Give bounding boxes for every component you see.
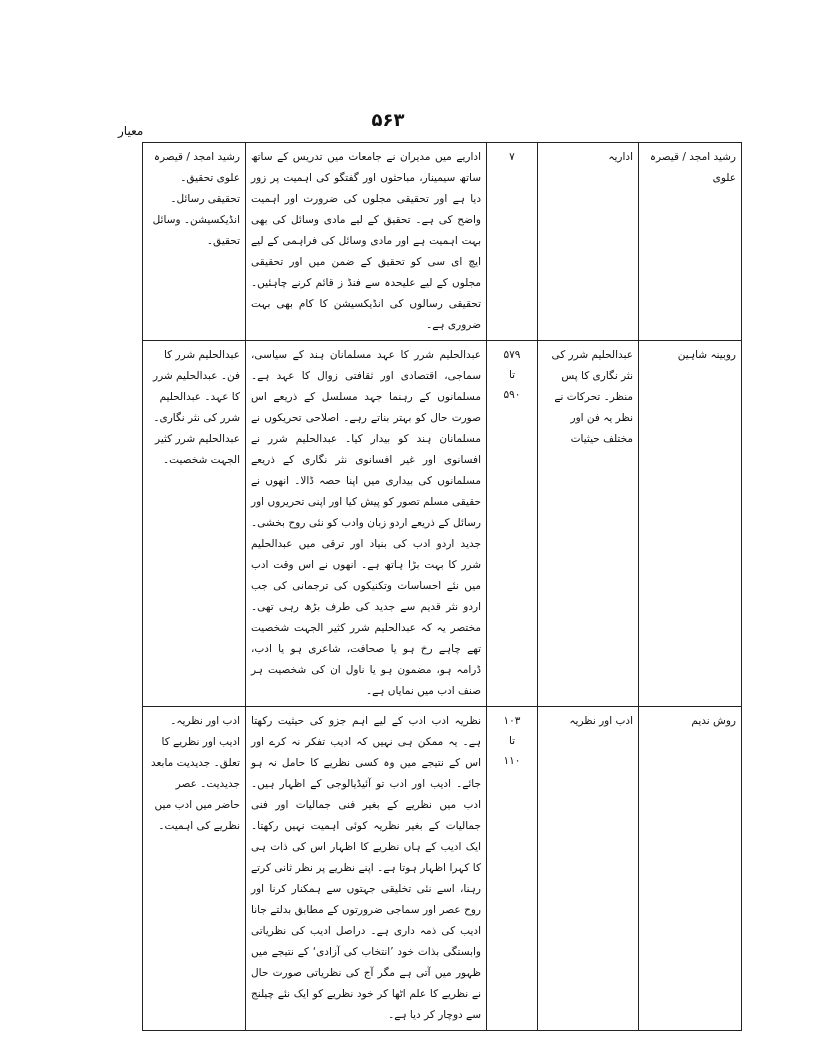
table-row: [143, 707, 742, 1031]
journal-name: معیار: [118, 124, 144, 138]
page-number: ۵۶۳: [371, 110, 405, 131]
title-cell: ادب اور نظریہ: [538, 707, 639, 1031]
title-cell: اداریہ: [538, 143, 639, 341]
summary-cell: اداریے میں مدیران نے جامعات میں تدریس کے ساتھ ساتھ سیمینار، مباحثوں اور گفتگو کی اہمیت پر زور دیا ہے اور تحقیقی مجلوں کی ضرورت اور اہمیت واضح کی ہے۔ تحقیق کے لیے مادی وسائل کی بھی بہت اہمیت ہے اور مادی وسائل کی فراہمی کے لیے ایچ ای سی کو تحقیق کے ضمن میں اور تحقیقی مجلوں کے لیے علیحدہ سے فنڈ ز قائم کرنے چاہئیں۔ تحقیقی رسالوں کی انڈیکسیشن کا کام بھی بہت ضروری ہے۔: [246, 143, 487, 341]
page-from: ۱۰۳: [503, 715, 521, 727]
article-index-table: [142, 142, 742, 1031]
summary-cell: عبدالحلیم شرر کا عہد مسلمانان ہند کے سیاسی، سماجی، اقتصادی اور ثقافتی زوال کا عہد ہے۔ مسلمانوں کے رہنما جہد مسلسل کے ذریعے اس صورت حال کو بہتر بناتے رہے۔ اصلاحی تحریکوں نے مسلمانان ہند کو بیدار کیا۔ عبدالحلیم شرر نے افسانوی اور غیر افسانوی نثر نگاری کے ذریعے مسلمانوں کی بیداری میں اپنا حصہ ڈالا۔ انھوں نے حقیقی مسلم تصور کو پیش کیا اور اپنی تحریروں اور رسائل کے ذریعے اردو زبان وادب کو نئی روح بخشی۔ جدید اردو ادب کی بنیاد اور ترقی میں عبدالحلیم شرر کا بہت بڑا ہاتھ ہے۔ انھوں نے اس وقت ادب میں نئے احساسات وتکنیکوں کی ترجمانی کی جب اردو نثر قدیم سے جدید کی طرف بڑھ رہی تھی۔ مختصر یہ کہ عبدالحلیم شرر کثیر الجہت شخصیت تھے چاہے رخ ہو یا صحافت، شاعری ہو یا ادب، ڈرامہ ہو، مضمون ہو یا ناول ان کی شخصیت ہر صنف ادب میں نمایاں ہے۔: [246, 341, 487, 707]
keywords-cell: رشید امجد / قیصرہ علوی تحقیق۔ تحقیقی رسائل۔ انڈیکسیشن۔ وسائل تحقیق۔: [143, 143, 246, 341]
author-cell: رشید امجد / قیصرہ علوی: [639, 143, 742, 341]
title-cell: عبدالحلیم شرر کی نثر نگاری کا پس منظر۔ تحرکات نے نظر یہ فن اور مختلف حیثیات: [538, 341, 639, 707]
page-from: ۷: [509, 151, 515, 163]
page-separator: تا: [508, 369, 516, 381]
keywords-cell: عبدالحلیم شرر کا فن۔ عبدالحلیم شرر کا عہد۔ عبدالحلیم شرر کی نثر نگاری۔ عبدالحلیم شرر کثیر الجہت شخصیت۔: [143, 341, 246, 707]
author-cell: روش ندیم: [639, 707, 742, 1031]
keywords-cell: ادب اور نظریہ۔ ادیب اور نظریے کا تعلق۔ جدیدیت مابعد جدیدیت۔ عصر حاضر میں ادب میں نظریے کی اہمیت۔: [143, 707, 246, 1031]
pages-cell: [487, 341, 538, 707]
page-to: ۵۹۰: [503, 389, 521, 401]
page-to: ۱۱۰: [503, 755, 521, 767]
page-from: ۵۷۹: [503, 349, 521, 361]
summary-cell: نظریہ ادب ادب کے لیے اہم جزو کی حیثیت رکھتا ہے۔ یہ ممکن ہی نہیں کہ ادیب تفکر نہ کرے اور اس کے نتیجے میں وہ کسی نظریے کا حامل نہ ہو جائے۔ ادیب اور ادب تو آئیڈیالوجی کے اظہار ہیں۔ ادب میں نظریے کے بغیر فنی جمالیات اور فنی جمالیات کے بغیر نظریہ کوئی اہمیت نہیں رکھتا۔ ایک ادیب کے ہاں نظریے کا اظہار اس کی ذات ہی کا کہرا اظہار ہوتا ہے۔ اپنے نظریے پر نظر ثانی کرتے رہنا، اسے نئی تخلیقی جہتوں سے ہمکنار کرنا اور روح عصر اور سماجی ضرورتوں کے مطابق بدلتے جانا ادیب کی ذمہ داری ہے۔ دراصل ادیب کی نظریاتی وابستگی بذات خود ’انتخاب کی آزادی‘ کے نتیجے میں ظہور میں آتی ہے مگر آج کی نظریاتی صورت حال نے نظریے کا علم اٹھا کر خود نظریے کو ایک نئے چیلنج سے دوچار کر دیا ہے۔: [246, 707, 487, 1031]
table-row: [143, 143, 742, 341]
table-row: [143, 341, 742, 707]
pages-cell: [487, 143, 538, 341]
author-cell: روبینہ شاہین: [639, 341, 742, 707]
page-separator: تا: [508, 735, 516, 747]
pages-cell: [487, 707, 538, 1031]
